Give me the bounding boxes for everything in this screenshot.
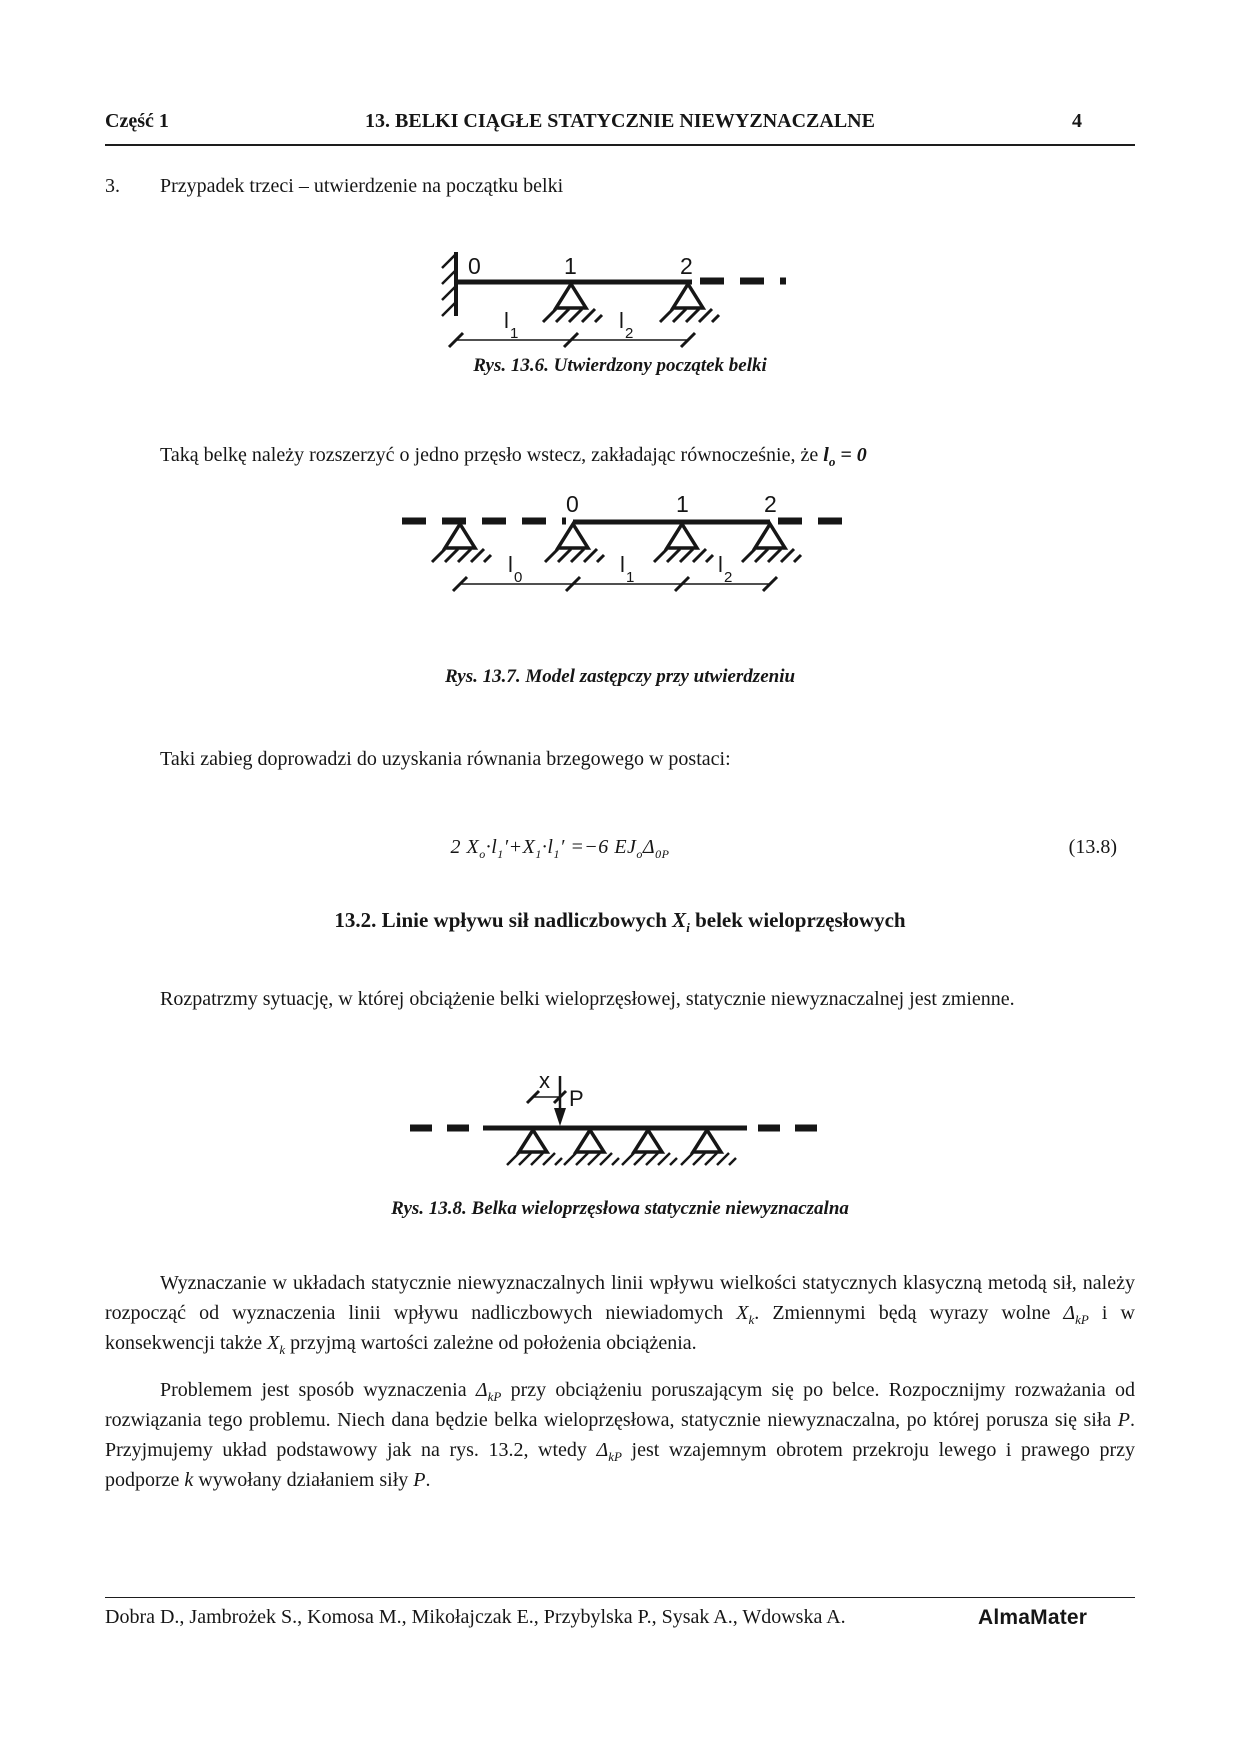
math-var-P: P — [1117, 1409, 1130, 1431]
pin-support-icon — [742, 524, 801, 562]
span-length-label: l — [508, 552, 513, 577]
pin-support-icon — [564, 1130, 619, 1165]
figure-moving-load-beam — [408, 1062, 823, 1174]
math-var-delta-kP: Δ — [475, 1379, 488, 1401]
math-equals-zero: = 0 — [835, 444, 867, 466]
header-chapter-title: 13. BELKI CIĄGŁE STATYCZNIE NIEWYZNACZALNE — [365, 110, 875, 132]
math-var-Xk: X — [736, 1302, 749, 1324]
pin-support-icon — [654, 524, 713, 562]
math-subscript: kP — [1075, 1312, 1089, 1327]
math-subscript: k — [279, 1342, 286, 1357]
paragraph-rozpatrzmy: Rozpatrzmy sytuację, w której obciążenie belki wieloprzęsłowej, statycznie niewyznaczalnej jest zmienne. — [160, 988, 1015, 1010]
node-label: 0 — [468, 253, 481, 279]
list-item-number: 3. — [105, 175, 120, 197]
span-length-label: l — [504, 308, 509, 333]
span-length-subscript: 1 — [510, 325, 519, 342]
figure-caption-13-6: Rys. 13.6. Utwierdzony początek belki — [473, 355, 767, 376]
math-var-l0-subscript: o — [828, 454, 836, 469]
pin-support-icon — [543, 284, 602, 322]
paragraph-wyznaczanie: Wyznaczanie w układach statycznie niewyznaczalnych linii wpływu wielkości statycznych klasyczną metodą sił, należy rozpocząć od wyznaczenia linii wpływu nadliczbowych niewiadomych $X_k$. Zmiennymi będą wyrazy wolne $\Delta_{kP}$ i w konsekwencji także $X_k$ przyjmą wartości zależne od położenia obciążenia. — [105, 1272, 1135, 1357]
force-p-label: P — [569, 1086, 584, 1111]
node-label: 2 — [680, 253, 693, 279]
math-var-l0: l — [823, 444, 829, 466]
span-length-subscript: 2 — [724, 569, 733, 586]
header-rule — [105, 144, 1135, 146]
math-var-delta-kP: Δ — [596, 1439, 609, 1461]
footer-authors: Dobra D., Jambrożek S., Komosa M., Mikołajczak E., Przybylska P., Sysak A., Wdowska A. — [105, 1606, 846, 1628]
math-var-Xi: X — [672, 908, 687, 932]
pin-support-icon — [432, 524, 491, 562]
pin-support-icon — [545, 524, 604, 562]
dimension-line — [449, 333, 695, 347]
equation-13-8: 2 $X_o\cdot l_1'+X_1\cdot l_1' =-6$ $EJ_o\Delta_{0P}$ — [450, 836, 670, 861]
math-var-delta-kP: Δ — [1063, 1302, 1076, 1324]
list-item-text: Przypadek trzeci – utwierdzenie na początku belki — [160, 175, 564, 197]
pin-support-icon — [660, 284, 719, 322]
span-length-label: l — [718, 552, 723, 577]
span-length-label: l — [620, 552, 625, 577]
pin-support-icon — [622, 1130, 677, 1165]
math-subscript: kP — [487, 1389, 502, 1404]
node-label: 0 — [566, 491, 579, 517]
span-length-subscript: 1 — [626, 569, 635, 586]
math-var-Xk: X — [267, 1332, 280, 1354]
math-subscript: k — [748, 1312, 755, 1327]
paragraph-problemem: Problemem jest sposób wyznaczenia $\Delta_{kP}$ przy obciążeniu poruszającym się po belce. Rozpocznijmy rozważania od rozwiązania tego problemu. Niech dana będzie belka wieloprzęsłowa, statycznie niewyznaczalna, po której porusza się siła P. Przyjmujemy układ podstawowy jak na rys. 13.2, wtedy $\Delta_{kP}$ jest wzajemnym obrotem przekroju lewego i prawego przy podporze k wywołany działaniem siły P. — [105, 1379, 1135, 1491]
figure-substitute-model — [390, 488, 860, 598]
heading-text: belek wieloprzęsłowych — [689, 908, 906, 932]
heading-text: 13.2. Linie wpływu sił nadliczbowych — [334, 908, 673, 932]
span-length-label: l — [619, 308, 624, 333]
span-length-subscript: 0 — [514, 569, 523, 586]
pin-support-icon — [507, 1130, 562, 1165]
paragraph-boundary-equation: Taki zabieg doprowadzi do uzyskania równania brzegowego w postaci: — [160, 748, 731, 770]
fixed-support-icon — [442, 252, 456, 316]
figure-caption-13-7: Rys. 13.7. Model zastępczy przy utwierdzeniu — [444, 666, 796, 687]
list-item-3 — [105, 175, 563, 198]
equation-row — [105, 836, 1135, 859]
header-part-label: Część 1 — [105, 110, 169, 132]
x-distance-label: x — [539, 1068, 550, 1093]
header-page-number: 4 — [1072, 110, 1082, 132]
figure-fixed-start-beam — [404, 246, 824, 352]
paragraph-extend-beam — [105, 444, 1135, 467]
math-var-k: k — [184, 1469, 194, 1491]
math-var-P: P — [413, 1469, 426, 1491]
section-heading-13-2 — [0, 908, 1240, 936]
node-label: 2 — [764, 491, 777, 517]
node-label: 1 — [676, 491, 689, 517]
equation-number: (13.8) — [1068, 836, 1117, 858]
paragraph-text: Taką belkę należy rozszerzyć o jedno przęsło wstecz, zakładając równocześnie, że — [160, 444, 824, 466]
math-var-Xi-subscript: i — [686, 920, 690, 936]
node-label: 1 — [564, 253, 577, 279]
math-subscript: kP — [608, 1449, 622, 1464]
figure-caption-13-8: Rys. 13.8. Belka wieloprzęsłowa statycznie niewyznaczalna — [391, 1198, 849, 1219]
span-length-subscript: 2 — [625, 325, 634, 342]
pin-support-icon — [681, 1130, 736, 1165]
footer-brand-logo: AlmaMater — [978, 1606, 1088, 1629]
footer-rule — [105, 1597, 1135, 1598]
